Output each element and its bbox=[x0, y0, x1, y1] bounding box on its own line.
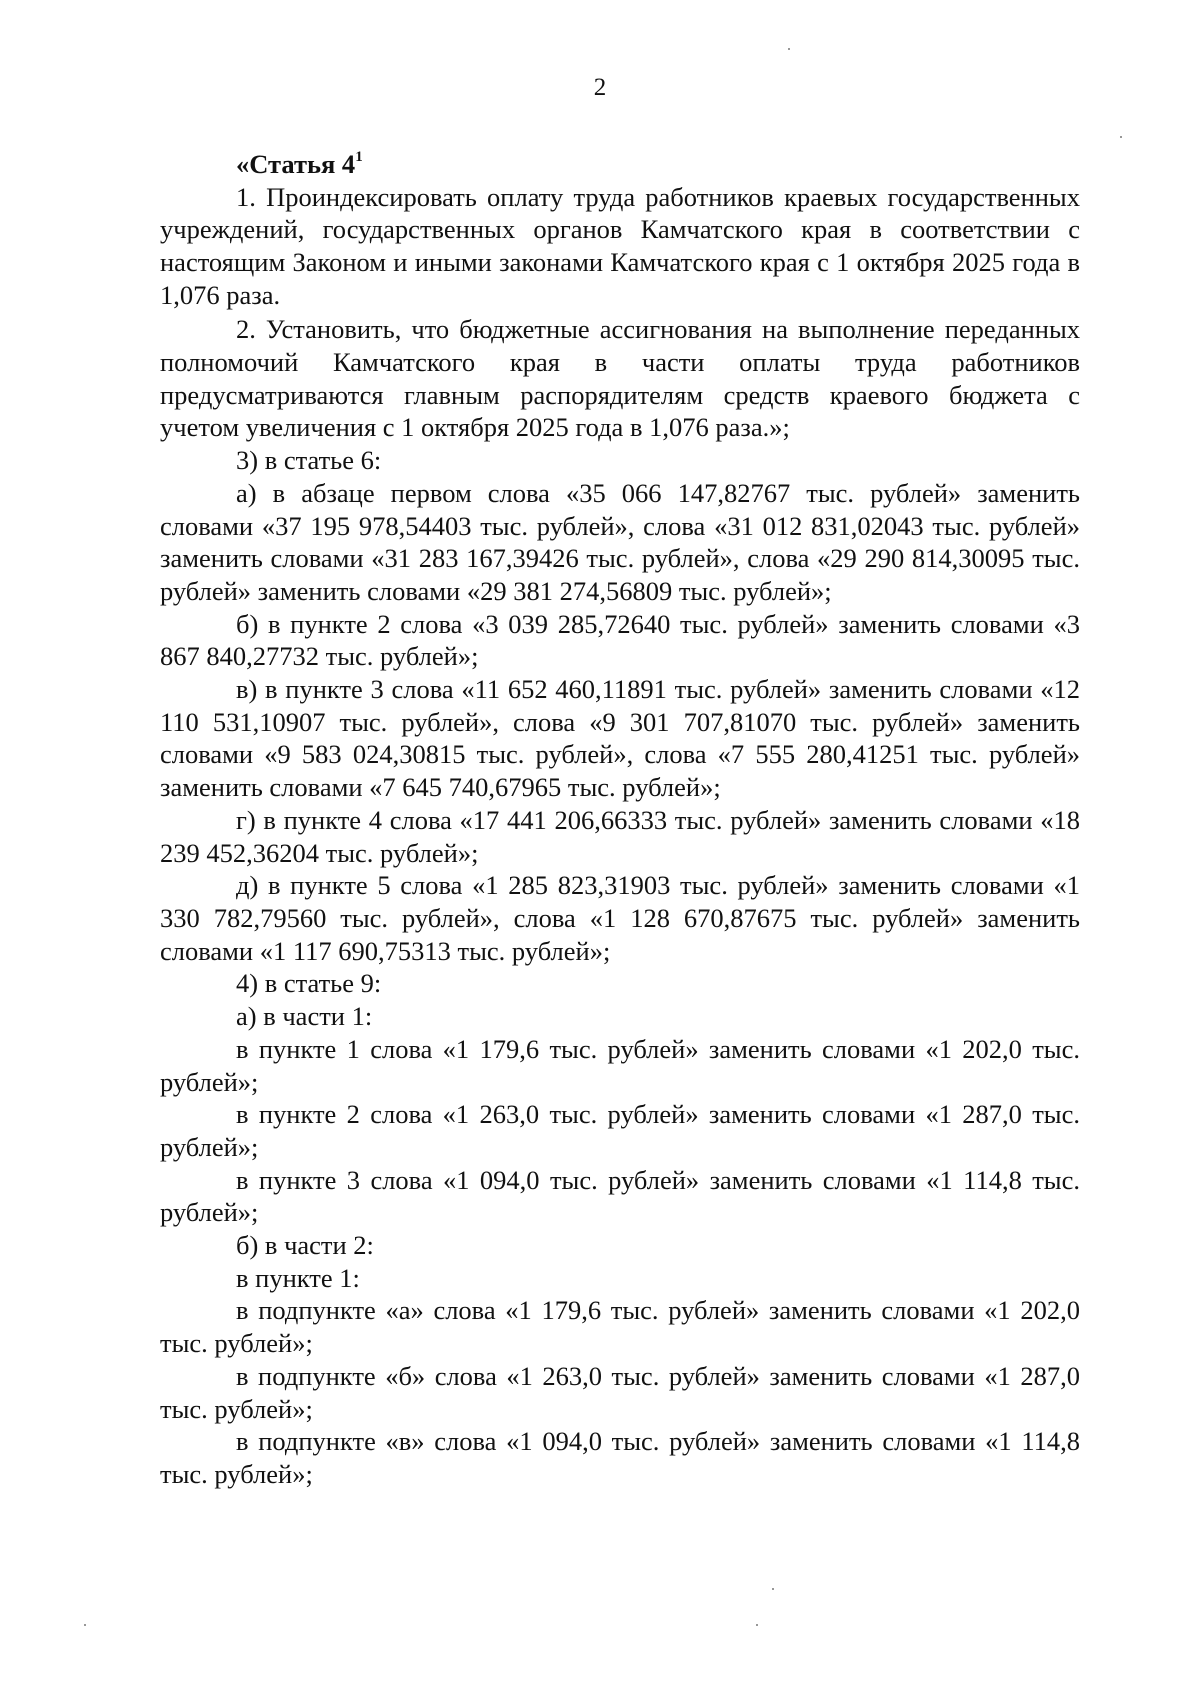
paragraph: 1. Проиндексировать оплату труда работников краевых государственных учреждений, государственных органов Камчатского края в соответствии с настоящим Законом и иными законами Камчатского края с 1 октября 2025 года в 1,076 раза. bbox=[160, 181, 1080, 310]
article-title bbox=[160, 143, 1080, 181]
paragraph: б) в пункте 2 слова «3 039 285,72640 тыс. рублей» заменить словами «3 867 840,27732 тыс. рублей»; bbox=[160, 608, 1080, 672]
paragraph: в подпункте «б» слова «1 263,0 тыс. рублей» заменить словами «1 287,0 тыс. рублей»; bbox=[160, 1360, 1080, 1424]
scan-speck bbox=[756, 1624, 758, 1626]
paragraph: в пункте 1 слова «1 179,6 тыс. рублей» заменить словами «1 202,0 тыс. рублей»; bbox=[160, 1033, 1080, 1097]
paragraph: в) в пункте 3 слова «11 652 460,11891 тыс. рублей» заменить словами «12 110 531,10907 тыс. рублей», слова «9 301 707,81070 тыс. рублей» заменить словами «9 583 024,30815 тыс. рублей», слова «7 555 280,41251 тыс. рублей» заменить словами «7 645 740,67965 тыс. рублей»; bbox=[160, 674, 1080, 803]
paragraph: в подпункте «в» слова «1 094,0 тыс. рублей» заменить словами «1 114,8 тыс. рублей»; bbox=[160, 1426, 1080, 1489]
scan-speck bbox=[772, 1588, 774, 1590]
paragraph: а) в абзаце первом слова «35 066 147,82767 тыс. рублей» заменить словами «37 195 978,54403 тыс. рублей», слова «31 012 831,02043 тыс. рублей» заменить словами «31 283 167,39426 тыс. рублей», слова «29 290 814,30095 тыс. рублей» заменить словами «29 381 274,56809 тыс. рублей»; bbox=[160, 477, 1080, 606]
paragraph: 2. Установить, что бюджетные ассигнования на выполнение переданных полномочий Камчатского края в части оплаты труда работников предусматриваются главным распорядителям средств краевого бюджета с учетом увеличения с 1 октября 2025 года в 1,076 раза.»; bbox=[160, 314, 1080, 443]
paragraph: в пункте 2 слова «1 263,0 тыс. рублей» заменить словами «1 287,0 тыс. рублей»; bbox=[160, 1099, 1080, 1162]
paragraph: в подпункте «а» слова «1 179,6 тыс. рублей» заменить словами «1 202,0 тыс. рублей»; bbox=[160, 1295, 1080, 1359]
paragraph: в пункте 1: bbox=[236, 1262, 360, 1293]
page-number: 2 bbox=[593, 74, 607, 101]
paragraph: г) в пункте 4 слова «17 441 206,66333 тыс. рублей» заменить словами «18 239 452,36204 тыс. рублей»; bbox=[160, 804, 1080, 868]
scan-speck bbox=[788, 48, 790, 50]
article-title-superscript: 1 bbox=[355, 149, 363, 165]
paragraph: 3) в статье 6: bbox=[236, 445, 382, 476]
paragraph: 4) в статье 9: bbox=[236, 968, 382, 999]
paragraph: б) в части 2: bbox=[236, 1230, 374, 1261]
paragraph: а) в части 1: bbox=[236, 1001, 373, 1032]
article-title-text: «Статья 4 bbox=[236, 148, 356, 179]
paragraph: д) в пункте 5 слова «1 285 823,31903 тыс. рублей» заменить словами «1 330 782,79560 тыс. рублей», слова «1 128 670,87675 тыс. рублей» заменить словами «1 117 690,75313 тыс. рублей»; bbox=[160, 870, 1080, 966]
paragraph: в пункте 3 слова «1 094,0 тыс. рублей» заменить словами «1 114,8 тыс. рублей»; bbox=[160, 1164, 1080, 1228]
scan-speck bbox=[1120, 136, 1122, 138]
document-body bbox=[160, 143, 1080, 1491]
scan-speck bbox=[84, 1624, 86, 1626]
